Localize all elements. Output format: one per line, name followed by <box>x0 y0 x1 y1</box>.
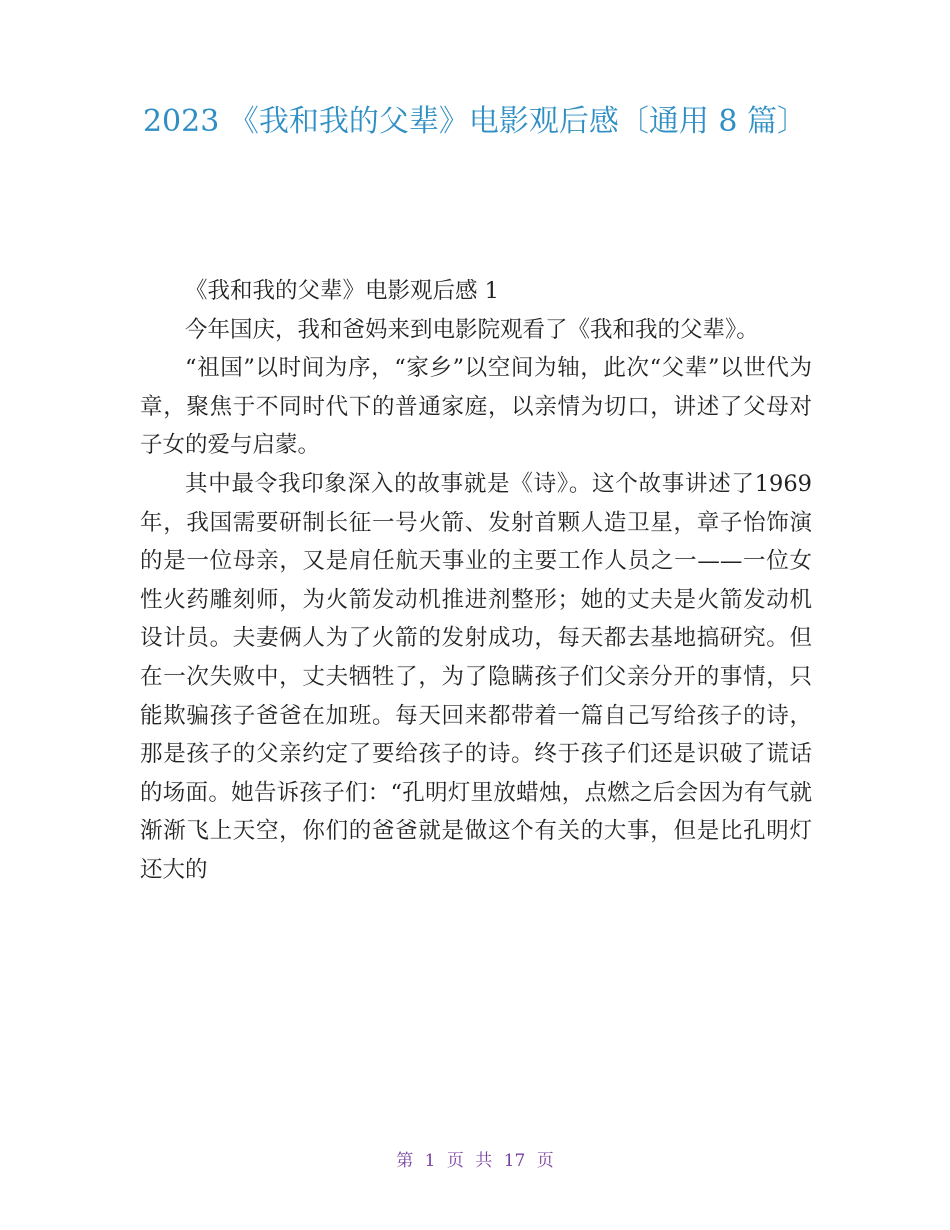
paragraph: “祖国”以时间为序，“家乡”以空间为轴，此次“父辈”以世代为章，聚焦于不同时代下的普通家庭，以亲情为切口，讲述了父母对子女的爱与启蒙。 <box>140 355 812 459</box>
page-number-footer: 第 1 页 共 17 页 <box>396 1151 554 1171</box>
section-heading: 《我和我的父辈》电影观后感 1 <box>185 278 499 304</box>
paragraph: 其中最令我印象深入的故事就是《诗》。这个故事讲述了1969 年，我国需要研制长征一号火箭、发射首颗人造卫星，章子怡饰演的是一位母亲，又是肩任航天事业的主要工作人员之一——一位女性火药雕刻师，为火箭发动机推进剂整形；她的丈夫是火箭发动机设计员。夫妻俩人为了火箭的发射成功，每天都去基地搞研究。但在一次失败中，丈夫牺牲了，为了隐瞒孩子们父亲分开的事情，只能欺骗孩子爸爸在加班。每天回来都带着一篇自己写给孩子的诗，那是孩子的父亲约定了要给孩子的诗。终于孩子们还是识破了谎话的场面。她告诉孩子们：“孔明灯里放蜡烛，点燃之后会因为有气就渐渐飞上天空，你们的爸爸就是做这个有关的大事，但是比孔明灯还大的 <box>140 470 812 883</box>
paragraph: 今年国庆，我和爸妈来到电影院观看了《我和我的父辈》。 <box>185 316 759 343</box>
document-body <box>140 272 812 890</box>
document-title: 2023 《我和我的父辈》电影观后感〔通用 8 篇〕 <box>142 104 808 139</box>
